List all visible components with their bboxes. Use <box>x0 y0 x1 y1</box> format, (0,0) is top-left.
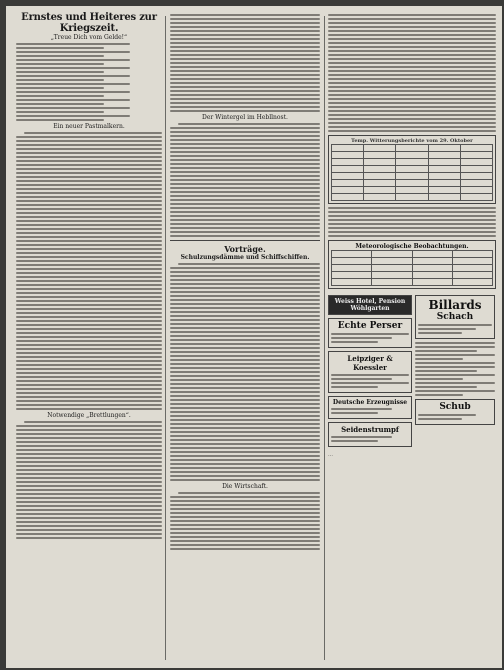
lecture-text <box>170 263 320 481</box>
deutsche-ad <box>328 396 412 419</box>
billards-ad <box>415 295 495 339</box>
column-rule <box>324 16 325 660</box>
column-1 <box>16 12 162 541</box>
echte-perser-title: Echte Perser <box>337 321 403 331</box>
echte-perser-ad <box>328 318 412 348</box>
newspaper-page <box>6 6 502 668</box>
meteorology-table <box>331 250 493 286</box>
lecture-subheading: Schulzungsdämme und Schiffschiffen. <box>180 254 310 261</box>
leipziger-title: Leipziger & Koessler <box>347 354 393 372</box>
article-text <box>328 207 496 237</box>
schach-title: Schach <box>436 312 474 322</box>
schub-title: Schub <box>439 402 471 412</box>
deutsche-title: Deutsche Erzeugnisse <box>332 399 408 406</box>
schub-ad <box>415 399 495 425</box>
article-text <box>328 14 496 132</box>
weather-table-box <box>328 135 496 204</box>
ad-text <box>415 342 495 396</box>
poem-title: „Treue Dich vom Gelde!“ <box>50 34 128 41</box>
section-text <box>16 421 162 539</box>
meteorology-box <box>328 240 496 289</box>
section-title: Der Wintergel im Hebllnost. <box>202 114 288 121</box>
lecture-heading: Vorträge. <box>224 244 266 254</box>
weather-table <box>331 144 493 201</box>
footer-text: … <box>328 452 333 458</box>
story-title: Ein neuer Pastmalkern. <box>53 123 125 130</box>
seidenstrumpf-ad <box>328 422 412 447</box>
article-text <box>170 492 320 550</box>
billards-title: Billards <box>428 298 482 312</box>
ads-area <box>328 292 496 450</box>
hotel-ad-title: Weiss Hotel, Pension Wöhlgarten <box>334 298 406 312</box>
meteorology-heading: Meteorologische Beobachtungen. <box>355 243 469 250</box>
column-rule <box>165 16 166 660</box>
article-text <box>170 14 320 112</box>
poem-text <box>16 43 162 121</box>
column-2 <box>170 12 320 552</box>
weather-table-heading: Temp. Witterungsberichte vom 29. Oktober <box>351 138 473 144</box>
column-3 <box>328 12 496 460</box>
leipziger-ad <box>328 351 412 393</box>
story-text <box>16 132 162 410</box>
section-title: Notwendige „Brettlungen“. <box>47 412 131 419</box>
article-text <box>170 123 320 237</box>
section-title: Die Wirtschaft. <box>222 483 268 490</box>
headline: Ernstes und Heiteres zur Kriegszeit. <box>21 12 157 34</box>
hotel-ad <box>328 295 412 315</box>
seidenstrumpf-title: Seidenstrumpf <box>341 425 399 434</box>
